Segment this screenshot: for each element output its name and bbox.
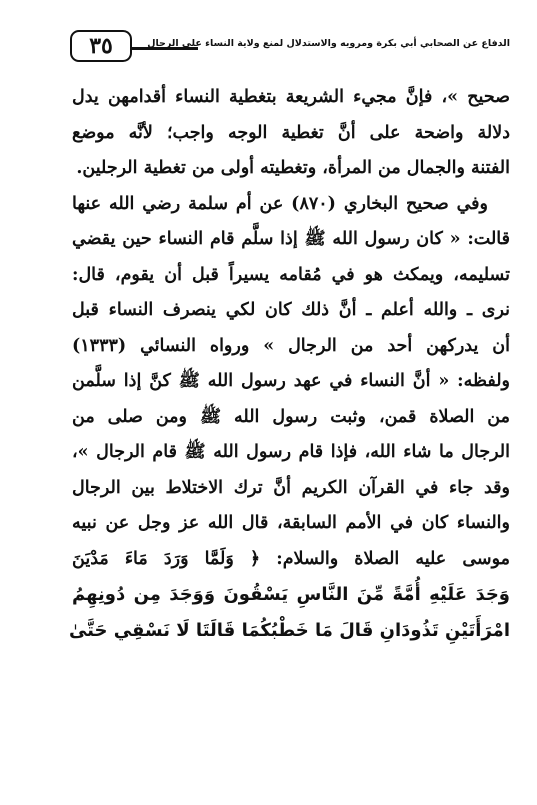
text-line: أن يدركهن أحد من الرجال » ورواه النسائي (١٣٣٣)	[72, 335, 510, 356]
text-line: وقد جاء في القرآن الكريم أنَّ ترك الاختلاط بين الرجال	[72, 477, 510, 498]
text-line: دلالة واضحة على أنَّ تغطية الوجه واجب؛ لأنَّه موضع	[72, 122, 510, 143]
quran-line: امْرَأَتَيْنِ تَذُودَانِ قَالَ مَا خَطْبُكُمَا قَالَتَا لَا نَسْقِي حَتَّىٰ	[68, 619, 510, 641]
text-line: وفي صحيح البخاري (٨٧٠) عن أم سلمة رضي الله عنها	[72, 193, 489, 214]
text-line: الفتنة والجمال من المرأة، وتغطيته أولى من تغطية الرجلين.	[76, 158, 510, 178]
running-title: الدفاع عن الصحابي أبي بكرة ومرويه والاستدلال لمنع ولاية النساء على الرجال	[147, 38, 510, 49]
text-line: قالت: « كان رسول الله ﷺ إذا سلَّم قام النساء حين يقضي	[72, 229, 510, 249]
text-line: ولفظه: « أنَّ النساء في عهد رسول الله ﷺ كنَّ إذا سلَّمن	[72, 371, 510, 391]
quran-line: وَجَدَ عَلَيْهِ أُمَّةً مِّنَ النَّاسِ يَسْقُونَ وَوَجَدَ مِن دُونِهِمُ	[72, 584, 510, 605]
page-header	[70, 30, 510, 66]
text-line: موسى عليه الصلاة والسلام: ﴿ وَلَمَّا وَرَدَ مَاءَ مَدْيَنَ	[72, 548, 510, 569]
body-text	[68, 80, 510, 648]
text-line: الرجال ما شاء الله، فإذا قام رسول الله ﷺ قام الرجال »،	[72, 442, 510, 462]
page-number-box	[70, 30, 132, 62]
text-line: نرى ـ والله أعلم ـ أنَّ ذلك كان لكي ينصرف النساء قبل	[72, 300, 510, 320]
page-number: ٣٥	[89, 33, 113, 59]
text-line: والنساء كان في الأمم السابقة، قال الله عز وجل عن نبيه	[72, 513, 510, 533]
text-line: من الصلاة قمن، وثبت رسول الله ﷺ ومن صلى من	[72, 406, 510, 427]
text-line: تسليمه، ويمكث هو في مُقامه يسيراً قبل أن يقوم، قال:	[72, 264, 510, 285]
text-line: صحيح »، فإنَّ مجيء الشريعة بتغطية النساء أقدامهن يدل	[72, 87, 510, 107]
